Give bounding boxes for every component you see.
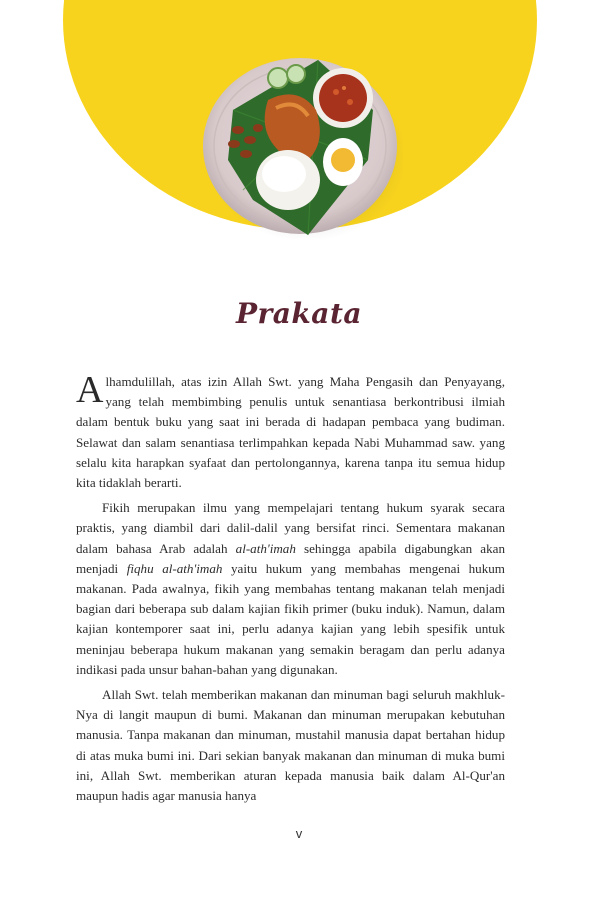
drop-cap: A [76, 369, 104, 411]
paragraph-2-text-c: yaitu hukum yang membahas mengenai hukum makanan. Pada awalnya, fikih yang membahas tentang makanan telah menjadi bagian dari beberapa sub dalam kajian fikih primer (buku induk). Namun, dalam kajian kontemporer saat ini, perlu adanya kajian yang lebih spesifik untuk meninjau beberapa hukum makanan yang semakin beragam dan perlu adanya indikasi pada unsur bahan-bahan yang digunakan. [76, 560, 505, 677]
paragraph-2 [76, 498, 505, 680]
page-number: v [295, 826, 303, 841]
nasi-uduk-plate-illustration [198, 50, 403, 240]
paragraph-2-text-b: sehingga apabila digabungkan akan menjadi [76, 540, 505, 576]
paragraph-2-text-a: Fikih merupakan ilmu yang mempelajari tentang hukum syarak secara praktis, yang diambil dari dalil-dalil yang bersifat rinci. Sementara makanan dalam bahasa Arab adalah [76, 500, 505, 556]
term-al-athimah: al-ath'imah [235, 540, 296, 556]
page-title: Prakata [235, 296, 363, 330]
paragraph-1 [76, 369, 505, 493]
body-text [76, 369, 505, 811]
paragraph-1-text: lhamdulillah, atas izin Allah Swt. yang Maha Pengasih dan Penyayang, yang telah membimbing penulis untuk senantiasa berkontribusi ilmiah dalam bentuk buku yang saat ini berada di hadapan pembaca yang budiman. Selawat dan salam senantiasa terlimpahkan kepada Nabi Muhammad saw. yang selalu kita harapkan syafaat dan pertolongannya, karena tanpa itu semua hidup kita tidaklah berarti. [76, 374, 505, 491]
paragraph-3: Allah Swt. telah memberikan makanan dan minuman bagi seluruh makhluk-Nya di langit maupun di bumi. Makanan dan minuman merupakan kebutuhan manusia. Tanpa makanan dan minuman, mustahil manusia dapat bertahan hidup di atas muka bumi ini. Dari sekian banyak makanan dan minuman di muka bumi ini, Allah Swt. memberikan aturan kepada manusia baik dalam Al-Qur'an maupun hadis agar manusia hanya [76, 687, 505, 804]
term-fiqhu-al-athimah: fiqhu al-ath'imah [126, 560, 223, 576]
